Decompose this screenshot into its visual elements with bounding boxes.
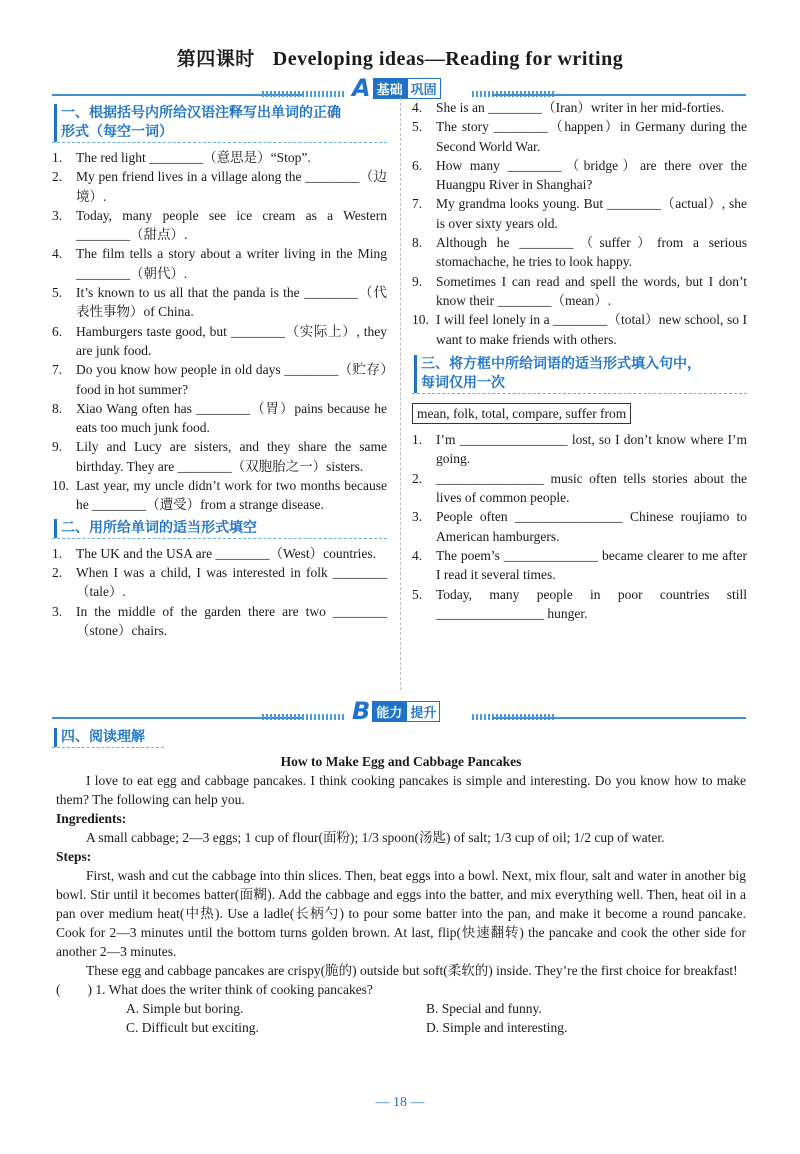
exercise-item [412,117,747,156]
band-a-word1: 基础 [373,78,407,99]
item-number: 6. [412,157,423,173]
lesson-title: Developing ideas—Reading for writing [272,48,624,70]
exercise-item [412,272,747,311]
item-number: 5. [412,119,423,135]
ingredients-text: A small cabbage; 2—3 eggs; 1 cup of flour(面粉); 1/3 spoon(汤匙) of salt; 1/3 cup of oil; 1/2 cup of water. [86,830,665,845]
option-d[interactable]: D. Simple and interesting. [426,1020,568,1035]
item-text: The UK and the USA are ________（West）countries. [76,545,376,561]
item-number: 3. [412,509,423,525]
item-text: In the middle of the garden there are two ________（stone）chairs. [76,603,387,638]
item-number: 4. [412,100,423,115]
exercise-item [52,437,387,476]
item-number: 2. [52,169,63,185]
band-a-letter: A [352,74,371,102]
item-text: I’m ________________ lost, so I don’t know where I’m going. [436,432,747,467]
exercise-item [412,585,747,624]
item-number: 10. [412,312,429,328]
band-b-word2: 提升 [406,701,440,722]
right-column [412,98,747,623]
question-1-options [56,999,746,1037]
item-text: The poem’s ______________ became clearer to me after I read it several times. [436,547,747,583]
section1-heading: 一、根据括号内所给汉语注释写出单词的正确 形式（每空一词） [52,104,387,143]
option-b[interactable]: B. Special and funny. [426,1001,542,1016]
item-text: Do you know how people in old days ________（贮存）food in hot summer? [76,362,387,397]
item-text: Lily and Lucy are sisters, and they share the same birthday. They are ________（双胞胎之一）sisters. [76,439,387,474]
exercise-item [52,602,387,641]
band-a-badge [352,74,441,102]
exercise-item [52,360,387,399]
band-b-badge [352,697,440,725]
item-text: The film tells a story about a writer living in the Ming ________（朝代）. [76,246,387,281]
exercise-item [412,194,747,233]
band-b-word1: 能力 [372,701,406,722]
option-c[interactable]: C. Difficult but exciting. [126,1020,259,1035]
item-number: 2. [412,470,423,486]
item-number: 9. [412,273,423,289]
option-a[interactable]: A. Simple but boring. [126,1001,244,1016]
band-b-letter: B [352,697,371,725]
left-column [52,100,387,640]
exercise-item [52,322,387,361]
item-text: Xiao Wang often has ________（胃）pains because he eats too much junk food. [76,400,387,436]
item-text: It’s known to us all that the panda is the ________（代表性事物）of China. [76,285,387,320]
item-text: My pen friend lives in a village along the ________（边境）. [76,169,387,204]
exercise-item [52,244,387,283]
exercise-item [52,283,387,322]
item-number: 7. [52,362,63,378]
ingredients-label: Ingredients: [56,811,127,826]
item-number: 7. [412,196,423,212]
passage-title: How to Make Egg and Cabbage Pancakes [280,754,522,769]
item-number: 3. [52,603,63,619]
exercise-item [412,546,747,585]
steps-label: Steps: [56,849,92,864]
item-number: 10. [52,478,69,494]
item-number: 3. [52,207,63,223]
item-text: People often ________________ Chinese roujiamo to American hamburgers. [436,509,747,544]
section1-list [52,148,387,515]
answer-bracket[interactable]: ( ) [56,982,92,997]
question-stem: What does the writer think of cooking pancakes? [108,982,373,997]
lesson-label: 第四课时 [176,48,255,70]
exercise-item [412,233,747,272]
section2-list-right [412,98,747,349]
section3-list [412,430,747,623]
exercise-item [52,544,387,563]
item-number: 1. [412,432,423,448]
section2-list-left [52,544,387,640]
exercise-item [52,476,387,515]
passage-conclusion: These egg and cabbage pancakes are crispy(脆的) outside but soft(柔软的) inside. They’re the first choice for breakfast! [86,963,738,978]
item-text: Sometimes I can read and spell the words, but I don’t know their ________（mean）. [436,273,747,308]
item-number: 8. [412,235,423,251]
exercise-item [412,98,747,117]
item-text: The red light ________（意思是）“Stop”. [76,150,311,165]
item-text: I will feel lonely in a ________（total）new school, so I want to make friends with others. [436,312,747,347]
exercise-item [412,430,747,469]
item-text: Today, many people in poor countries still ________________ hunger. [436,586,747,621]
item-number: 1. [52,545,63,561]
section2-heading: 二、用所给单词的适当形式填空 [52,519,387,539]
item-text: Hamburgers taste good, but ________（实际上）, they are junk food. [76,323,387,358]
passage-intro: I love to eat egg and cabbage pancakes. I think cooking pancakes is simple and interesting. Do you know how to make them? The following can help you. [56,773,746,807]
word-box: mean, folk, total, compare, suffer from [412,403,631,424]
item-number: 2. [52,564,63,580]
item-text: ________________ music often tells stories about the lives of common people. [436,470,747,506]
column-divider [400,98,401,690]
section-band-b [52,697,746,725]
item-number: 5. [52,285,63,301]
item-text: The story ________（happen）in Germany during the Second World War. [436,119,747,154]
page-number: — 18 — [375,1095,425,1110]
exercise-item [412,469,747,508]
exercise-item [52,167,387,206]
section3-heading: 三、将方框中所给词语的适当形式填入句中， 每词仅用一次 [412,355,747,394]
item-text: My grandma looks young. But ________（actual）, she is over sixty years old. [436,196,747,231]
exercise-item [412,156,747,195]
exercise-item [52,399,387,438]
exercise-item [52,148,387,167]
item-number: 5. [412,586,423,602]
exercise-item [52,206,387,245]
steps-text: First, wash and cut the cabbage into thin slices. Then, beat eggs into a bowl. Next, mix flour, salt and water in another big bowl. Stir until it becomes batter(面糊). Add the cabbage and eggs into the batter, and mix everything well. Then, heat oil in a pan over medium heat(中热). Use a ladle(长柄勺) to pour some batter into the pan, and make it become a round pancake. Cook for 2—3 minutes until the bottom turns golden brown. At last, flip(快速翻转) the pancake and cook the other side for another 2—3 minutes. [56,868,746,959]
exercise-item [412,310,747,349]
item-text: She is an ________（Iran）writer in her mid-forties. [436,100,725,115]
item-text: Last year, my uncle didn’t work for two months because he ________（遭受）from a strange disease. [76,478,387,513]
item-number: 9. [52,439,63,455]
item-text: How many ________（bridge）are there over the Huangpu River in Shanghai? [436,157,747,193]
exercise-item [412,507,747,546]
exercise-item [52,563,387,602]
page-title [0,44,800,71]
item-number: 4. [412,547,423,563]
item-number: 1. [52,150,63,165]
question-1: ( ) 1. What does the writer think of cooking pancakes? [56,982,373,997]
section4-heading: 四、阅读理解 [52,728,164,748]
item-text: Today, many people see ice cream as a Western ________（甜点）. [76,207,387,243]
item-text: Although he ________（suffer）from a serious stomachache, he tries to look happy. [436,235,747,270]
section-band-a [52,74,746,102]
item-number: 8. [52,400,63,416]
reading-passage [56,748,746,1037]
item-number: 4. [52,246,63,262]
band-a-word2: 巩固 [407,78,441,99]
item-number: 6. [52,323,63,339]
item-text: When I was a child, I was interested in folk ________（tale）. [76,564,387,600]
